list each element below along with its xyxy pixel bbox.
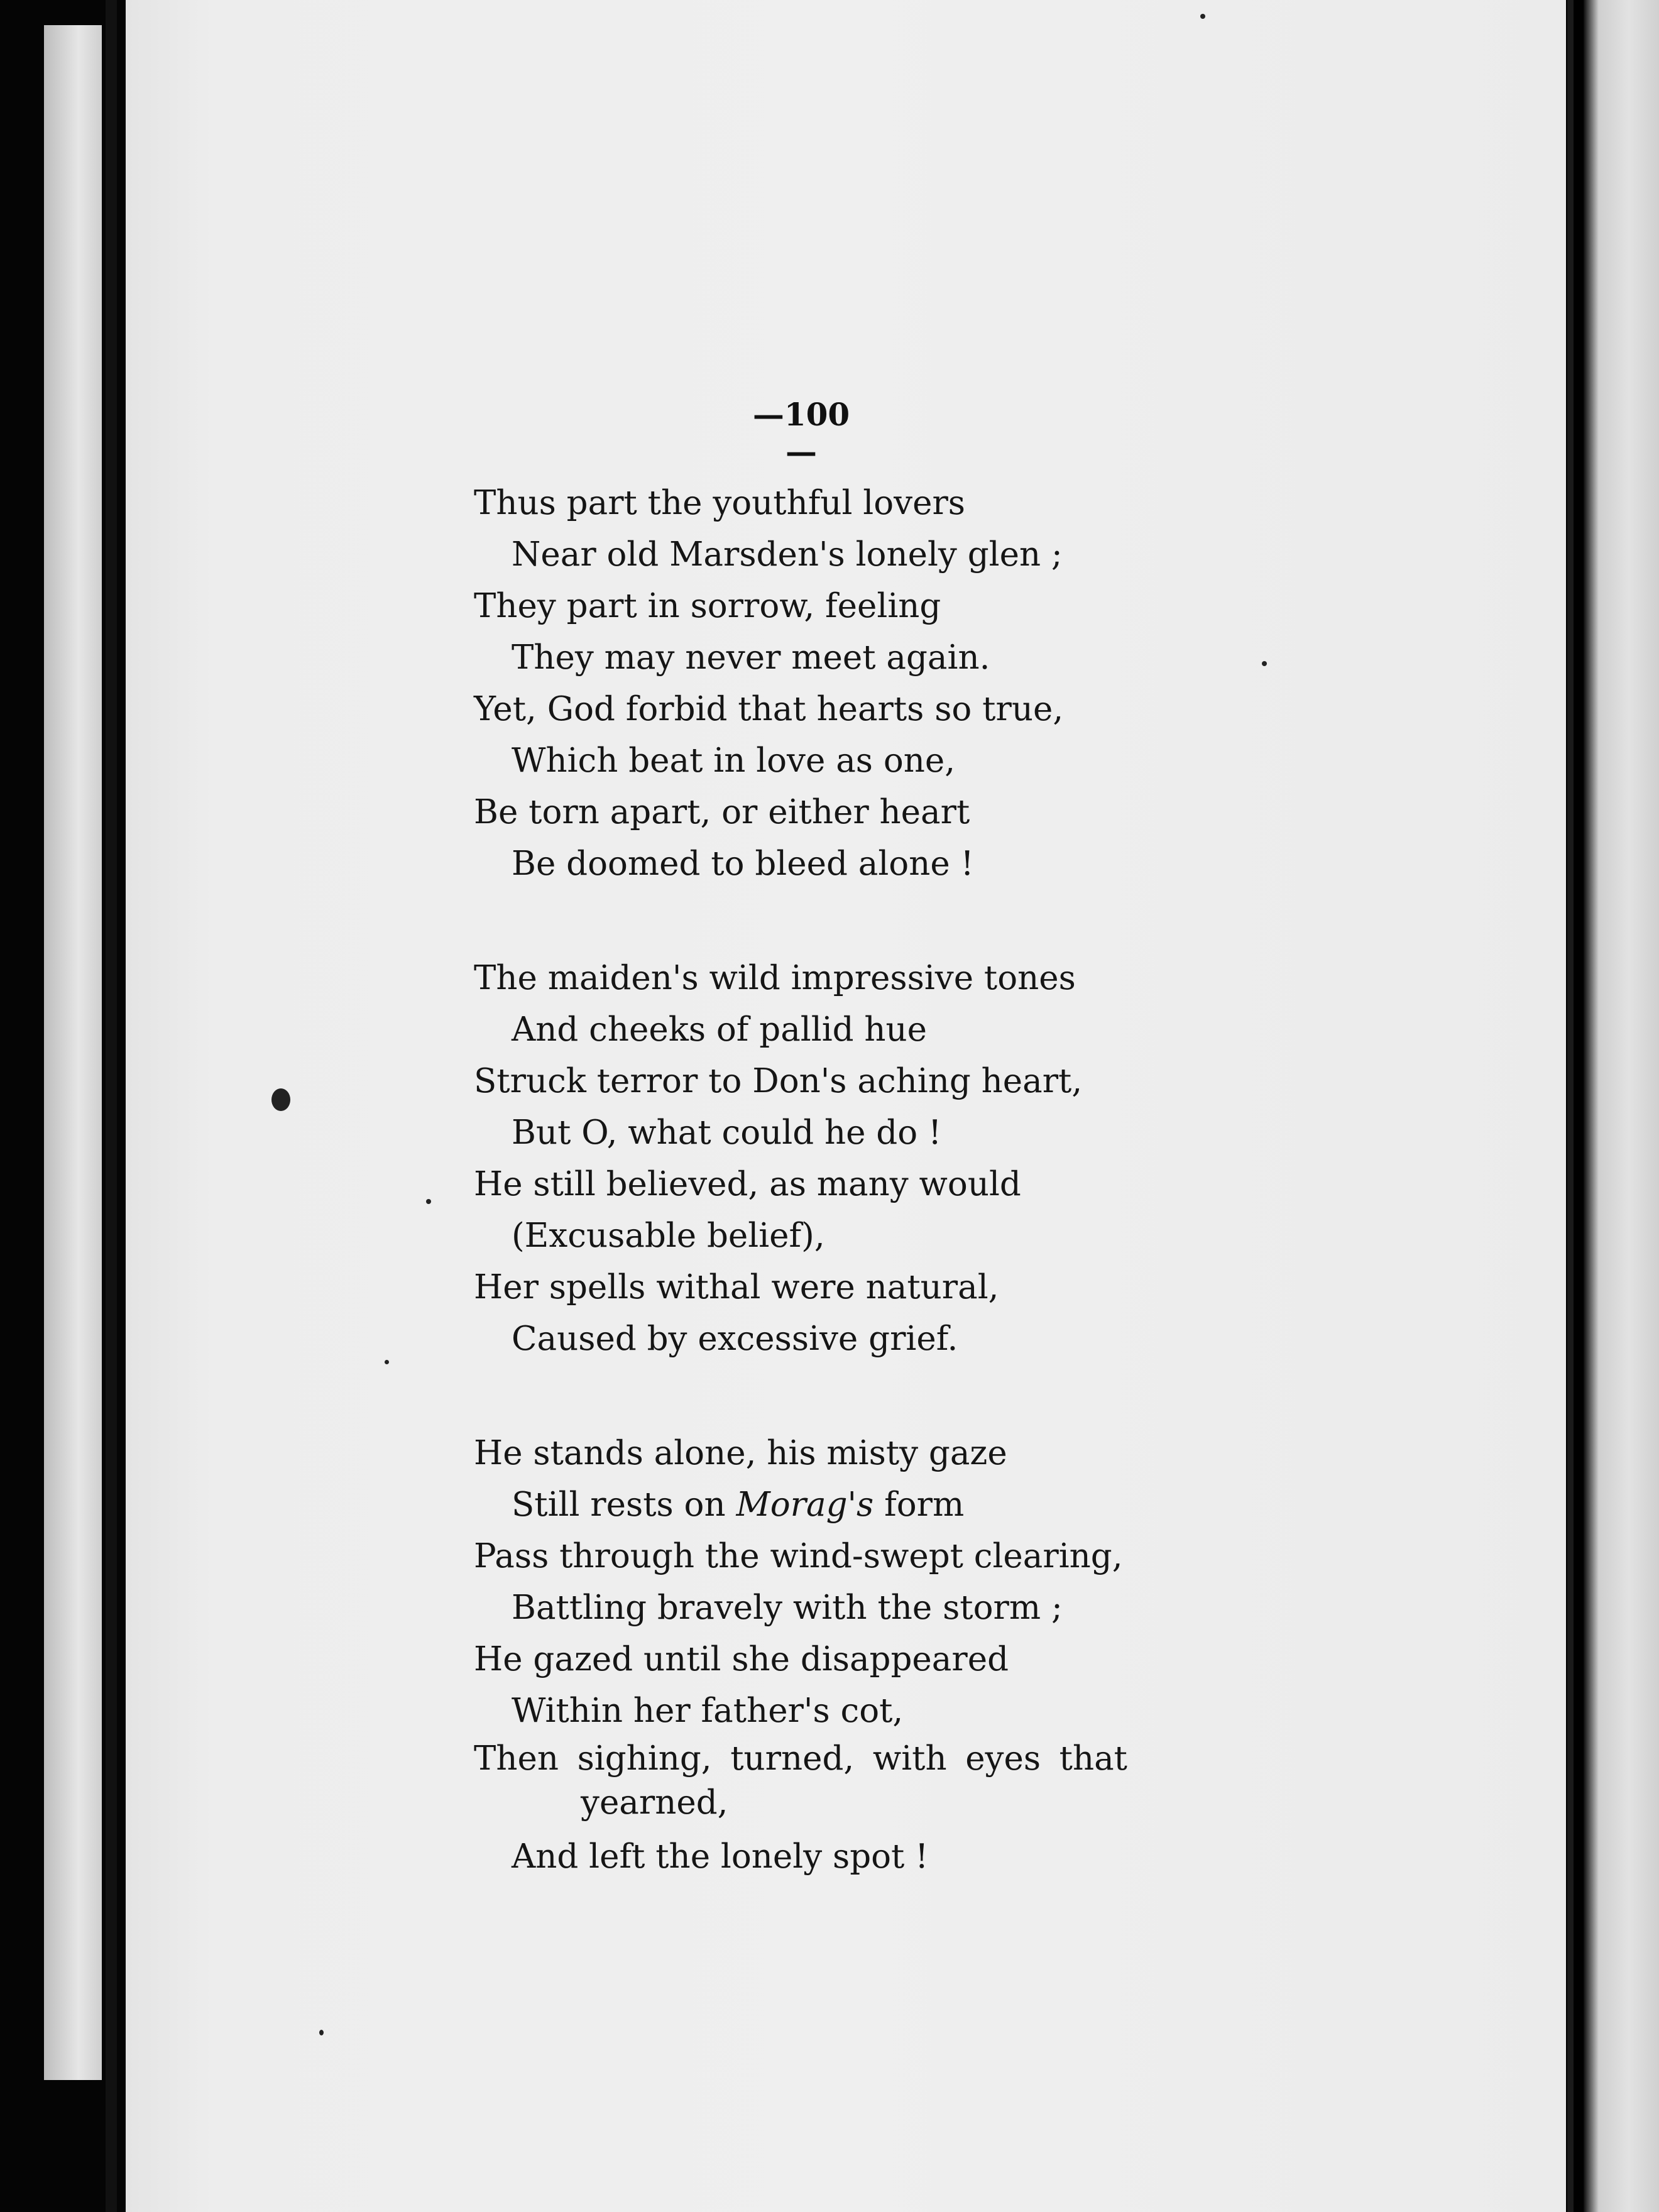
verse-line: Which beat in love as one, <box>512 742 956 780</box>
verse-line: Then sighing, turned, with eyes that <box>474 1739 1127 1778</box>
verse-line: Within her father's cot, <box>512 1692 904 1730</box>
verse-line: He gazed until she disappeared <box>474 1640 1009 1678</box>
verse-line: But O, what could he do ! <box>512 1114 942 1152</box>
verse-line: Thus part the youthful lovers <box>474 484 965 522</box>
verse-text: form <box>884 1486 965 1524</box>
page-number: —100— <box>752 396 850 470</box>
verse-line: Near old Marsden's lonely glen ; <box>512 535 1063 574</box>
verse-line <box>474 1479 1165 1531</box>
ink-blot <box>271 1088 290 1111</box>
verse-line: Be torn apart, or either heart <box>474 793 970 831</box>
book-spine-shadow <box>106 0 117 2212</box>
ink-dot <box>385 1360 389 1364</box>
verse-text: Still rests on <box>512 1486 726 1524</box>
verse-line-continuation: yearned, <box>581 1783 728 1822</box>
previous-page-edge <box>44 25 102 2080</box>
stanza-3 <box>474 1428 1165 1883</box>
verse-line: Struck terror to Don's aching heart, <box>474 1062 1083 1100</box>
verse-line: Her spells withal were natural, <box>474 1268 999 1306</box>
verse-line: Battling bravely with the storm ; <box>512 1589 1063 1627</box>
stanza-1 <box>474 478 1165 890</box>
verse-line: Yet, God forbid that hearts so true, <box>474 690 1064 728</box>
verse-line: They part in sorrow, feeling <box>474 587 941 625</box>
ink-dot <box>1262 661 1267 666</box>
verse-line: Be doomed to bleed alone ! <box>512 845 974 883</box>
verse-line: Pass through the wind-swept clearing, <box>474 1537 1123 1575</box>
ink-dot <box>1200 14 1205 19</box>
poem-body <box>474 478 1165 1883</box>
verse-line: Caused by excessive grief. <box>512 1320 958 1358</box>
verse-line: And cheeks of pallid hue <box>512 1010 928 1049</box>
verse-line: The maiden's wild impressive tones <box>474 959 1076 997</box>
character-name: Morag's <box>736 1486 874 1524</box>
next-page-edge <box>1584 0 1659 2212</box>
ink-dot <box>319 2030 324 2035</box>
verse-line: And left the lonely spot ! <box>512 1837 929 1876</box>
stanza-2 <box>474 953 1165 1365</box>
page-fold-line <box>1567 0 1574 2212</box>
verse-line: They may never meet again. <box>512 638 990 677</box>
verse-line: He stands alone, his misty gaze <box>474 1434 1007 1472</box>
verse-line: He still believed, as many would <box>474 1165 1021 1203</box>
verse-line: (Excusable belief), <box>512 1217 825 1255</box>
ink-dot <box>426 1199 431 1204</box>
